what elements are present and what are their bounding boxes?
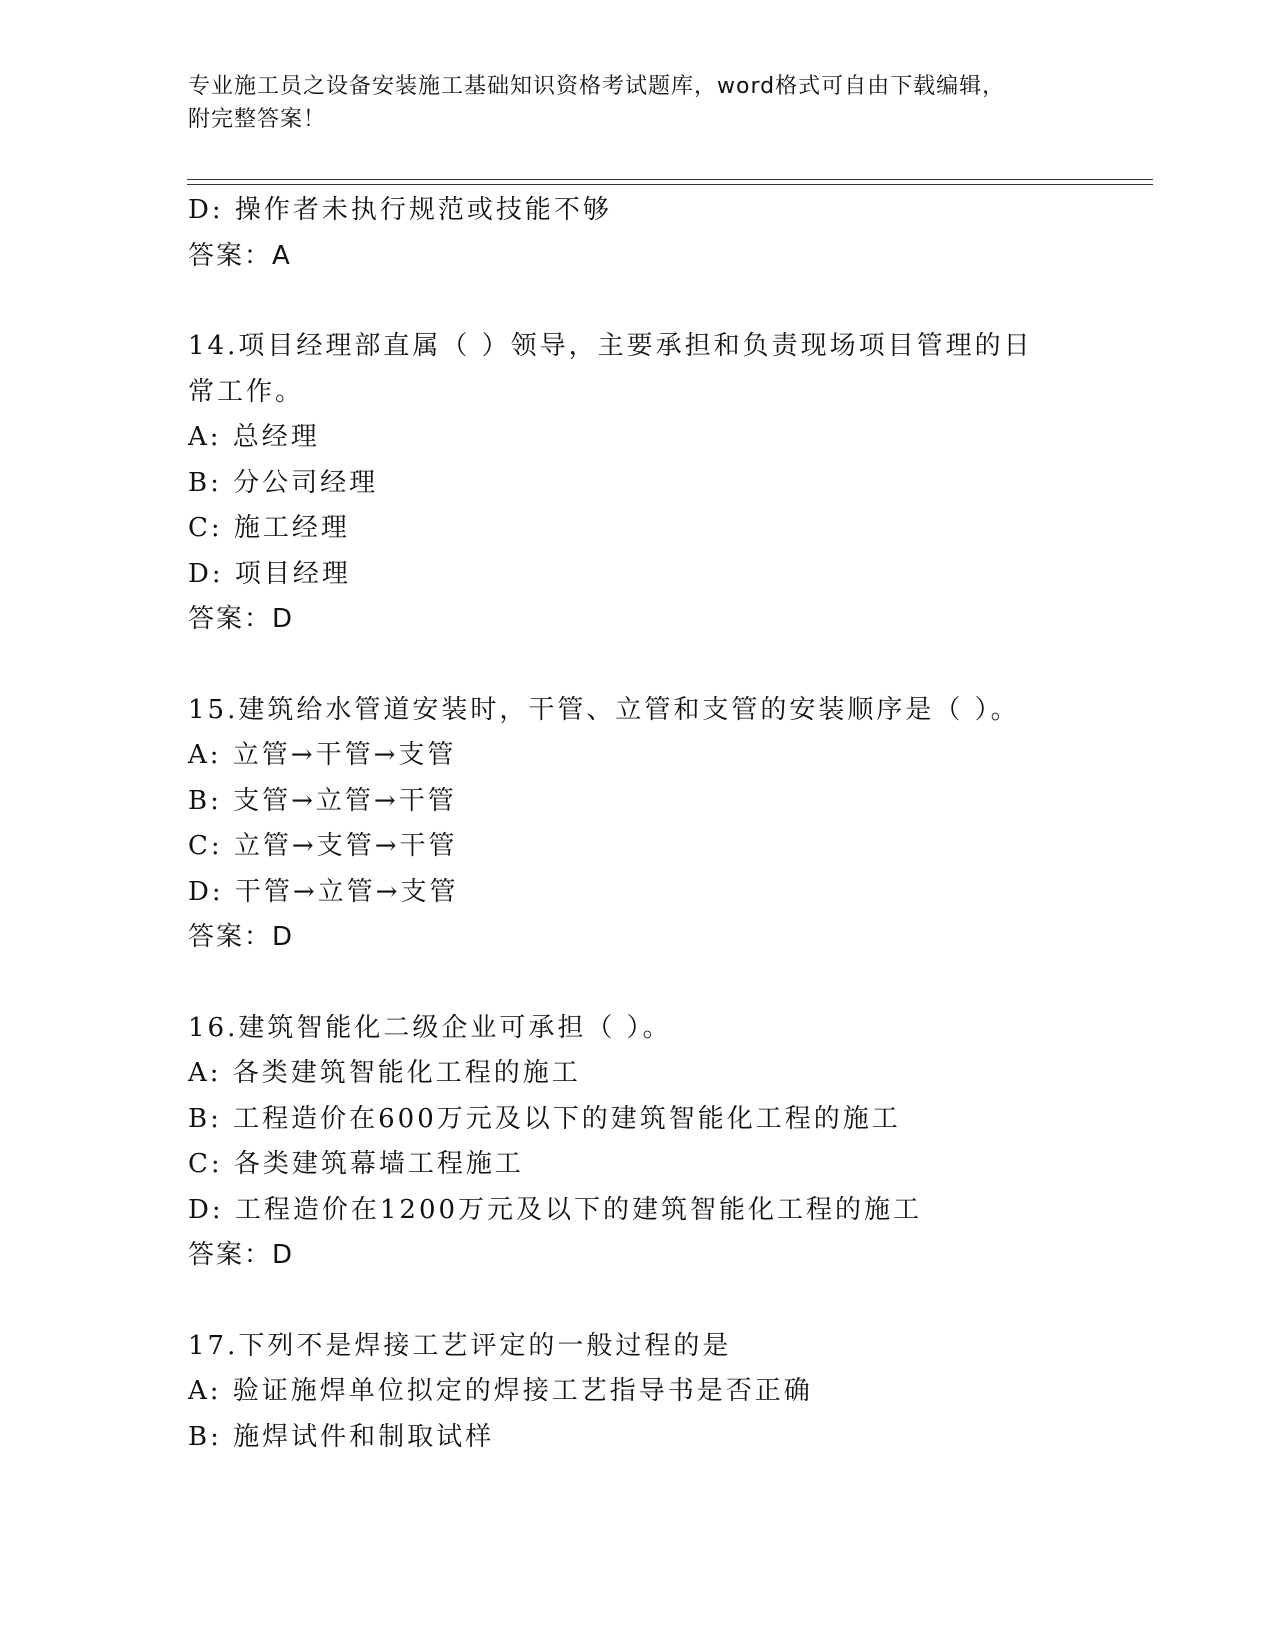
option-c: C: 立管→支管→干管 [188,831,458,861]
option-a: A: 立管→干管→支管 [188,740,457,770]
option-c: C: 施工经理 [188,513,350,543]
question-stem: 17.下列不是焊接工艺评定的一般过程的是 [188,1330,732,1361]
question-stem: 16.建筑智能化二级企业可承担（ ）。 [188,1012,672,1043]
document-header [188,70,1088,136]
answer: 答案：D [188,1240,295,1270]
header-divider-top [187,179,1153,180]
question-16 [188,1006,1148,1279]
answer: 答案：D [188,604,295,634]
answer: 答案：A [188,240,292,271]
question-stem: 15.建筑给水管道安装时，干管、立管和支管的安装顺序是（ ）。 [188,694,1020,725]
option-d: D: 项目经理 [188,558,351,589]
header-divider-bottom [187,184,1153,185]
option-a: A: 总经理 [188,422,320,452]
option-a: A: 各类建筑智能化工程的施工 [188,1058,581,1088]
option-c: C: 各类建筑幕墙工程施工 [188,1149,524,1179]
answer: 答案：D [188,922,295,952]
option-a: A: 验证施焊单位拟定的焊接工艺指导书是否正确 [188,1376,813,1406]
option-b: B: 分公司经理 [188,467,379,498]
question-stem: 14.项目经理部直属（ ）领导，主要承担和负责现场项目管理的日常工作。 [188,331,1033,407]
option-b: B: 支管→立管→干管 [188,785,457,816]
option-d: D: 工程造价在1200万元及以下的建筑智能化工程的施工 [188,1194,923,1225]
header-line-2: 附完整答案！ [188,107,327,132]
question-13-continuation [188,188,1148,279]
option-d: D: 干管→立管→支管 [188,876,459,907]
option-d: D: 操作者未执行规范或技能不够 [188,195,612,225]
option-b: B: 施焊试件和制取试样 [188,1421,495,1452]
question-14 [188,324,1148,643]
option-b: B: 工程造价在600万元及以下的建筑智能化工程的施工 [188,1103,901,1134]
question-17 [188,1324,1148,1461]
question-list [188,188,1148,1460]
header-line-1: 专业施工员之设备安装施工基础知识资格考试题库，word格式可自由下载编辑， [188,74,1006,99]
question-15 [188,688,1148,961]
